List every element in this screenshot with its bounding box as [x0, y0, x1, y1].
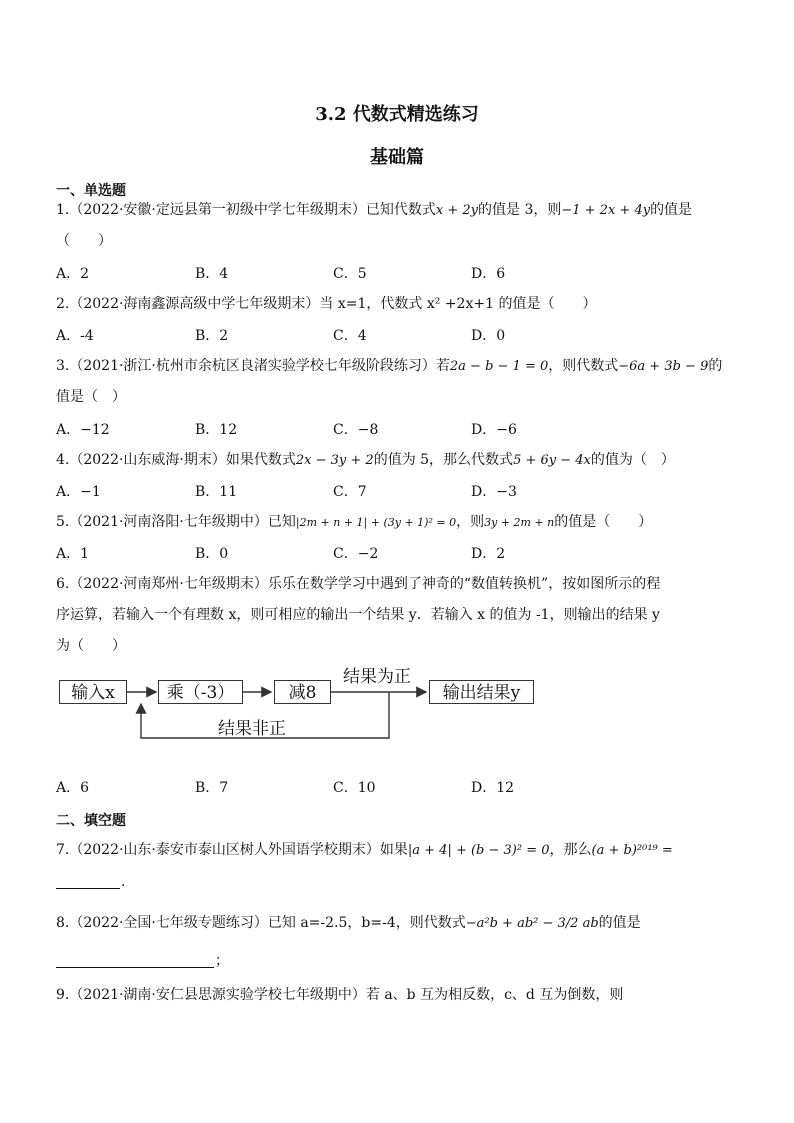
question-3-mid: ，则代数式: [548, 358, 619, 374]
option-b[interactable]: B．2: [195, 328, 229, 344]
output-box: 输出结果y: [429, 680, 534, 704]
question-7-expr-2: (a + b)²⁰¹⁹ =: [591, 843, 673, 858]
question-4-options: [56, 481, 746, 501]
question-1-options: [56, 263, 746, 283]
question-5-end: 的值是（ ）: [554, 514, 653, 530]
question-6-line-3: 为（ ）: [56, 638, 126, 654]
question-1-mid: 的值是 3，则: [478, 202, 562, 218]
question-8-text: 8.（2022·全国·七年级专题练习）已知 a=-2.5，b=-4，则代数式: [56, 915, 466, 931]
question-6-line-2: 序运算，若输入一个有理数 x，则可相应的输出一个结果 y．若输入 x 的值为 -1，则输出的结果 y: [56, 607, 660, 623]
option-b[interactable]: B．12: [195, 422, 238, 438]
question-1-bracket: （ ）: [56, 233, 112, 249]
question-5-text: 5.（2021·河南洛阳·七年级期中）已知: [56, 514, 296, 530]
question-8-semicolon: ；: [215, 953, 229, 969]
option-a[interactable]: A．−1: [56, 484, 101, 500]
nonpositive-label: 结果非正: [218, 719, 286, 739]
question-9: 9.（2021·湖南·安仁县思源实验学校七年级期中）若 a、b 互为相反数，c、d 互为倒数，则: [56, 987, 624, 1003]
question-2-options: [56, 325, 746, 345]
section-fill-blank: 二、填空题: [56, 813, 126, 829]
question-8-end: 的值是: [598, 915, 641, 931]
question-1-expr-2: −1 + 2x + 4y: [561, 203, 651, 218]
question-5-expr-1: |2m + n + 1| + (3y + 1)² = 0: [295, 516, 457, 529]
option-c[interactable]: C．−2: [333, 546, 379, 562]
question-1-end: 的值是: [650, 202, 693, 218]
question-4-mid: 的值为 5，那么代数式: [373, 452, 514, 468]
question-6-line-1: 6.（2022·河南郑州·七年级期末）乐乐在数学学习中遇到了神奇的“数值转换机”，按如图所示的程: [56, 576, 661, 592]
question-8: [56, 913, 746, 934]
question-5: [56, 512, 746, 533]
option-b[interactable]: B．4: [195, 266, 229, 282]
question-3-end: 的: [708, 358, 723, 374]
question-7-text: 7.（2022·山东·泰安市泰山区树人外国语学校期末）如果: [56, 842, 408, 858]
multiply-box: 乘（-3）: [158, 680, 243, 704]
positive-label: 结果为正: [343, 667, 411, 687]
question-6-options: [56, 777, 746, 797]
option-c[interactable]: C．4: [333, 328, 367, 344]
question-3-text: 3.（2021·浙江·杭州市余杭区良渚实验学校七年级阶段练习）若: [56, 358, 450, 374]
question-7-mid: ，那么: [549, 842, 592, 858]
option-a[interactable]: A．−12: [56, 422, 110, 438]
option-a[interactable]: A．6: [56, 780, 90, 796]
question-7-expr-1: |a + 4| + (b − 3)² = 0: [407, 843, 550, 858]
question-5-mid: ，则: [456, 514, 485, 530]
question-4-text: 4.（2022·山东威海·期末）如果代数式: [56, 452, 296, 468]
question-7-period: .: [121, 874, 126, 890]
option-b[interactable]: B．11: [195, 484, 238, 500]
question-3-expr-1: 2a − b − 1 = 0: [449, 359, 549, 374]
option-b[interactable]: B．7: [195, 780, 229, 796]
question-5-expr-2: 3y + 2m + n: [484, 516, 555, 529]
question-3-options: [56, 419, 746, 439]
option-c[interactable]: C．7: [333, 484, 367, 500]
page-title: 3.2 代数式精选练习: [315, 104, 479, 125]
input-box: 输入x: [59, 680, 127, 704]
question-3-line-2: 值是（ ）: [56, 389, 126, 405]
option-d[interactable]: D．−3: [471, 484, 517, 500]
option-a[interactable]: A．-4: [56, 328, 94, 344]
question-2: 2.（2022·海南鑫源高级中学七年级期末）当 x=1，代数式 x² +2x+1 的值是（ ）: [56, 296, 597, 312]
question-8-expr: −a²b + ab² − 3/2 ab: [465, 916, 599, 931]
question-8-answer-blank[interactable]: [56, 967, 214, 968]
option-a[interactable]: A．2: [56, 266, 90, 282]
option-c[interactable]: C．10: [333, 780, 376, 796]
option-a[interactable]: A．1: [56, 546, 90, 562]
option-d[interactable]: D．−6: [471, 422, 517, 438]
question-1: [56, 200, 746, 221]
option-d[interactable]: D．12: [471, 780, 515, 796]
question-1-text: 1.（2022·安徽·定远县第一初级中学七年级期末）已知代数式: [56, 202, 436, 218]
question-4-end: 的值为（ ）: [590, 452, 675, 468]
question-7: [56, 840, 746, 861]
question-1-expr-1: x + 2y: [435, 203, 478, 218]
option-c[interactable]: C．5: [333, 266, 367, 282]
question-4-expr-1: 2x − 3y + 2: [295, 453, 374, 468]
page-subtitle: 基础篇: [370, 147, 424, 168]
option-d[interactable]: D．6: [471, 266, 506, 282]
section-single-choice: 一、单选题: [56, 183, 126, 199]
question-3: [56, 356, 746, 377]
question-3-expr-2: −6a + 3b − 9: [618, 359, 709, 374]
option-c[interactable]: C．−8: [333, 422, 379, 438]
option-d[interactable]: D．0: [471, 328, 506, 344]
subtract-box: 减8: [274, 680, 331, 704]
question-5-options: [56, 543, 746, 563]
conversion-machine-diagram: [56, 668, 576, 748]
question-4-expr-2: 5 + 6y − 4x: [513, 453, 591, 468]
question-4: [56, 450, 746, 471]
option-b[interactable]: B．0: [195, 546, 229, 562]
question-7-answer-blank[interactable]: [56, 888, 120, 889]
option-d[interactable]: D．2: [471, 546, 506, 562]
